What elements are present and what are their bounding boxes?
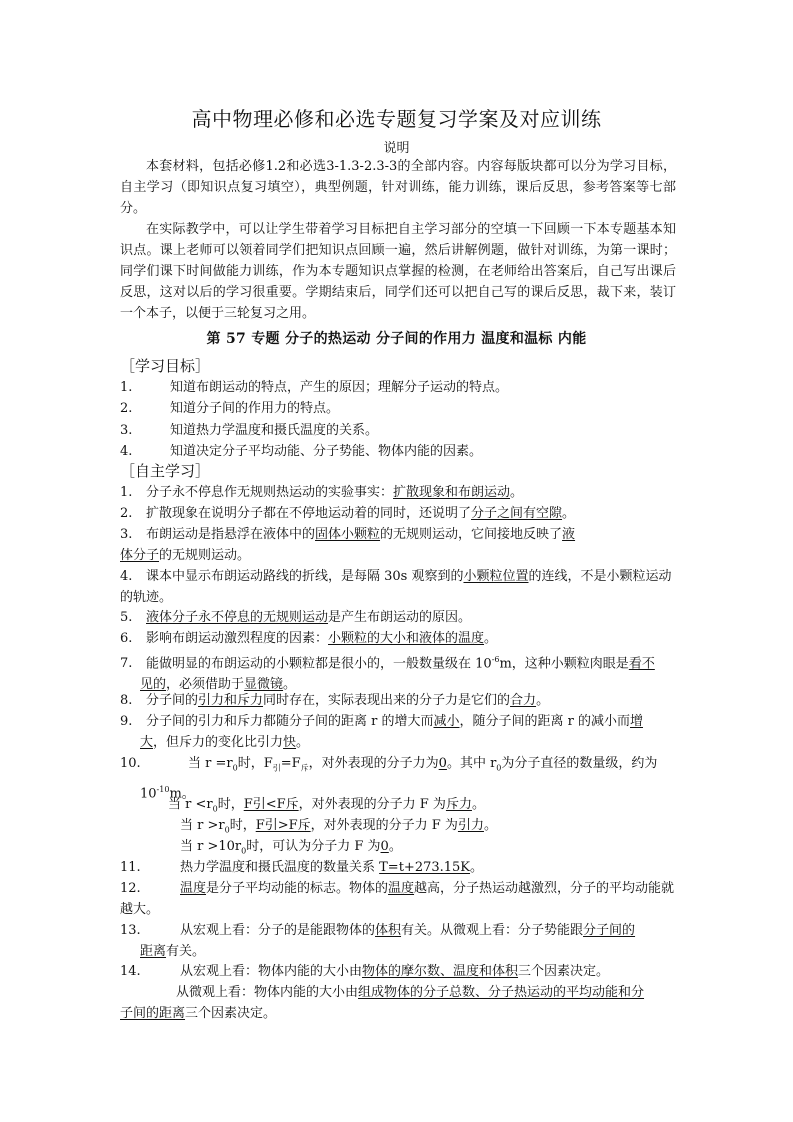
study-item-6: 6. 影响布朗运动激烈程度的因素：小颗粒的大小和液体的温度。	[120, 631, 498, 646]
goal-item: 2. 知道分子间的作用力的特点。	[120, 401, 340, 416]
section-title: 第 57 专题 分子的热运动 分子间的作用力 温度和温标 内能	[206, 331, 587, 347]
study-item-10-case-greater: 当 $r >r_0$时，F引>F斥，对外表现的分子力 F 为引力。	[180, 818, 497, 835]
study-item-11: 11. 热力学温度和摄氏温度的数量关系 T=t+273.15K。	[120, 860, 484, 875]
goal-item: 4. 知道决定分子平均动能、分子势能、物体内能的因素。	[120, 444, 483, 459]
self-study-heading: ［自主学习］	[120, 462, 211, 480]
study-item-9: 9. 分子间的引力和斥力都随分子间的距离 r 的增大而减小，随分子间的距离 r 的减小而增 大，但斥力的变化比引力快。	[120, 714, 643, 750]
study-item-13: 13. 从宏观上看：分子的是能跟物体的体积有关。从微观上看：分子势能跟分子间的 距离有关。	[120, 923, 636, 959]
study-item-10-case-far: 当 $r >10r_0$时，可认为分子力 F 为0。	[180, 839, 402, 856]
study-item-7: 7. 能做明显的布朗运动的小颗粒都是很小的，一般数量级在 $10^{-6}m$，这种小颗粒肉眼是看不 见的，必须借助于显微镜。	[120, 655, 655, 693]
goals-heading: ［学习目标］	[120, 357, 211, 375]
goal-item: 1. 知道布朗运动的特点，产生的原因；理解分子运动的特点。	[120, 380, 509, 395]
intro-paragraph-2: 在实际教学中，可以让学生带着学习目标把自主学习部分的空填一下回顾一下本专题基本知识点。课上老师可以领着同学们把知识点回顾一遍，然后讲解例题，做针对训练，为第一课时；同学们课下时间做能力训练，作为本专题知识点掌握的检测，在老师给出答案后，自己写出课后反思，这对以后的学习很重要。学期结束后，同学们还可以把自己写的课后反思，裁下来，装订一个本子，以便于三轮复习之用。	[120, 222, 676, 321]
study-item-2: 2. 扩散现象在说明分子都在不停地运动着的同时，还说明了分子之间有空隙。	[120, 506, 576, 521]
goal-item: 3. 知道热力学温度和摄氏温度的关系。	[120, 423, 379, 438]
study-item-3: 3. 布朗运动是指悬浮在液体中的固体小颗粒的无规则运动，它间接地反映了液 体分子的无规则运动。	[120, 527, 576, 563]
study-item-10-case-less: 当 $r <r_0$时，F引<F斥，对外表现的分子力 F 为斥力。	[168, 797, 485, 814]
document-subtitle: 说明	[383, 141, 410, 156]
study-item-14-micro: 从微观上看：物体内能的大小由组成物体的分子总数、分子热运动的平均动能和分 子间的距离三个因素决定。	[120, 985, 645, 1021]
study-item-1: 1. 分子永不停息作无规则热运动的实验事实：扩散现象和布朗运动。	[120, 485, 524, 500]
study-item-14: 14. 从宏观上看：物体内能的大小由物体的摩尔数、温度和体积三个因素决定。	[120, 964, 610, 979]
study-item-4: 4. 课本中显示布朗运动路线的折线，是每隔 30s 观察到的小颗粒位置的连线，不是小颗粒运动的轨迹。	[120, 569, 672, 605]
study-item-12: 12. 温度是分子平均动能的标志。物体的温度越高，分子热运动越激烈，分子的平均动能就越大。	[120, 881, 675, 917]
document-title: 高中物理必修和必选专题复习学案及对应训练	[191, 107, 602, 131]
study-item-5: 5. 液体分子永不停息的无规则运动是产生布朗运动的原因。	[120, 610, 472, 625]
study-item-8: 8. 分子间的引力和斥力同时存在，实际表现出来的分子力是它们的合力。	[120, 693, 550, 708]
intro-paragraph-1: 本套材料，包括必修1.2和必选3-1.3-2.3-3的全部内容。内容每版块都可以分为学习目标，自主学习（即知识点复习填空），典型例题，针对训练，能力训练，课后反思，参考答案等七部分。	[120, 159, 676, 216]
study-item-10: 10. 当 $r =r_0$时，$F_引=F_斥$，对外表现的分子力为0。其中 $r_0$为分子直径的数量级，约为 $10^{-10}m$。	[120, 756, 658, 801]
